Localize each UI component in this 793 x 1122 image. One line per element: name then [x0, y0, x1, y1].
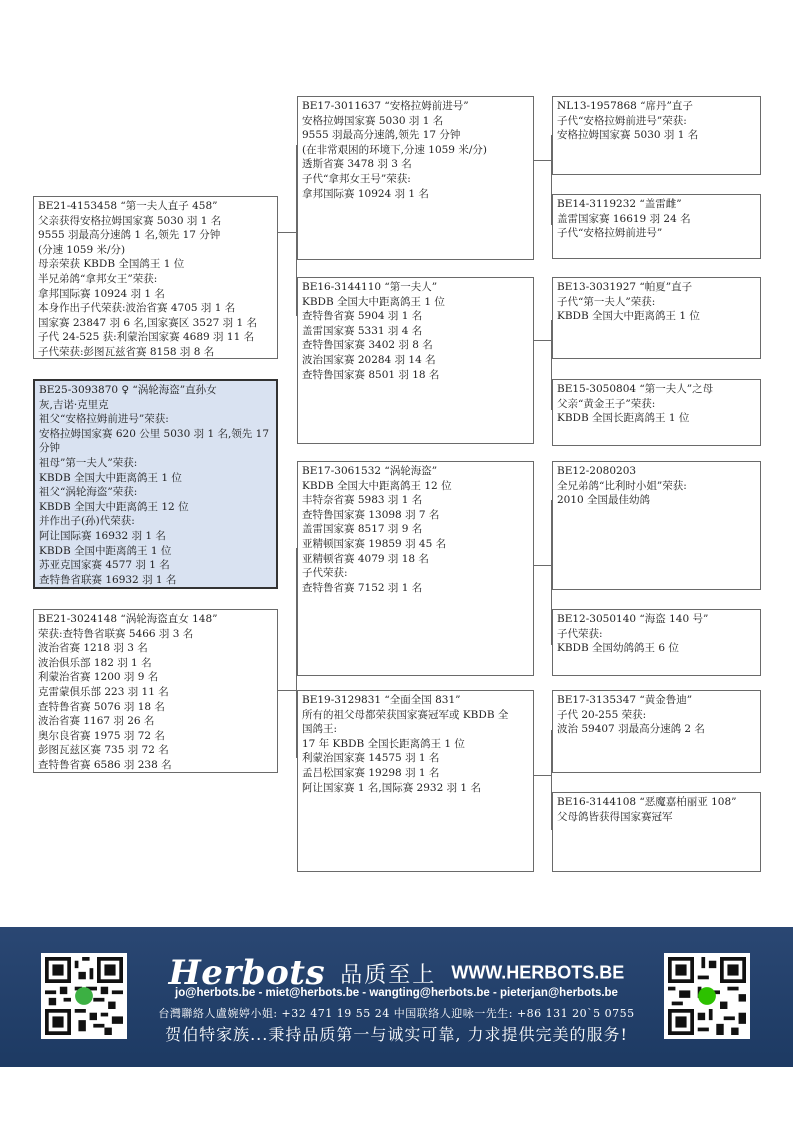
pedigree-line: 子代 24-525 获:利蒙治国家赛 4689 羽 11 名 [38, 331, 255, 344]
pedigree-line: 17 年 KBDB 全国长距离鸽王 1 位 [302, 737, 465, 750]
pigeon-ring-title: BE12-3050140 “海盗 140 号” [557, 613, 709, 625]
pedigree-line: 2010 全国最佳幼鸽 [557, 494, 651, 507]
pedigree-line: 查特鲁省赛 5076 羽 18 名 [38, 700, 165, 713]
pedigree-line: 波治国家赛 20284 羽 14 名 [302, 353, 436, 366]
ancestor-box-3 [552, 277, 761, 359]
pedigree-line: 并作出子(孙)代荣获: [39, 515, 135, 528]
pedigree-line: 利蒙治省赛 1200 羽 9 名 [38, 671, 159, 684]
pigeon-ring-title: BE14-3119232 “盖雷雌” [557, 198, 682, 210]
connector-line [534, 160, 552, 161]
pedigree-line: 9555 羽最高分速鸽,领先 17 分钟 [302, 129, 461, 142]
pedigree-line: 母亲荣获 KBDB 全国鸽王 1 位 [38, 258, 185, 271]
pigeon-ring-title: BE15-3050804 “第一夫人”之母 [557, 383, 714, 395]
pedigree-line: 克雷蒙俱乐部 223 羽 11 名 [38, 685, 169, 698]
pedigree-line: 子代“第一夫人”荣获: [557, 295, 656, 308]
pedigree-line: 查特鲁省赛 6586 羽 238 名 [38, 758, 172, 771]
ancestor-box-6 [552, 609, 761, 676]
pedigree-line: 父亲“黄金王子”荣获: [557, 397, 656, 410]
connector-line [534, 340, 552, 341]
pedigree-line: 子代荣获: [557, 627, 603, 640]
pedigree-line: 9555 羽最高分速鸽 1 名,领先 17 分钟 [38, 229, 221, 242]
pedigree-line: 查特鲁省赛 5904 羽 1 名 [302, 310, 423, 323]
pedigree-line: (分速 1059 米/分) [38, 243, 126, 256]
ancestor-box-7 [552, 690, 761, 773]
connector-line [278, 690, 297, 691]
pedigree-line: 拿邦国际赛 10924 羽 1 名 [38, 287, 165, 300]
pedigree-line: 全兄弟鸽“比利时小姐”荣获: [557, 479, 687, 492]
pedigree-line: 波治 59407 羽最高分速鸽 2 名 [557, 723, 705, 736]
pedigree-line: 子代“安格拉姆前进号” [557, 227, 663, 240]
dam-sire-box [297, 461, 534, 676]
pedigree-line: (在非常艰困的环境下,分速 1059 米/分) [302, 143, 487, 156]
pedigree-line: 苏亚克国家赛 4577 羽 1 名 [39, 559, 170, 572]
footer-banner [0, 927, 793, 1067]
herbots-logo: Herbots [168, 953, 326, 993]
ancestor-box-8 [552, 792, 761, 872]
pigeon-ring-title: BE12-2080203 [557, 465, 637, 477]
pigeon-ring-title: BE19-3129831 “全面全国 831” [302, 694, 461, 706]
pedigree-line: 奥尔良省赛 1975 羽 72 名 [38, 729, 165, 742]
pedigree-line: 祖母”第一夫人”荣获: [39, 456, 138, 469]
pedigree-line: 阿让国际赛 16932 羽 1 名 [39, 529, 166, 542]
qr-code-right[interactable] [664, 953, 750, 1039]
pedigree-line: 子代荣获:彭图瓦兹省赛 8158 羽 8 名 [38, 345, 215, 358]
pigeon-ring-title: BE25-3093870 ♀ “涡轮海盗”直孙女 [39, 384, 217, 396]
pedigree-line: 盖雷国家赛 8517 羽 9 名 [302, 523, 423, 536]
pedigree-line: 国家赛 23847 羽 6 名,国家赛区 3527 羽 1 名 [38, 316, 258, 329]
pigeon-ring-title: BE17-3135347 “黄金鲁迪” [557, 694, 693, 706]
pedigree-line: 子代“安格拉姆前进号”荣获: [557, 114, 687, 127]
pedigree-line: 子代 20-255 荣获: [557, 708, 647, 721]
pedigree-line: 拿邦国际赛 10924 羽 1 名 [302, 187, 429, 200]
pedigree-line: 亚精顿省赛 4079 羽 18 名 [302, 552, 429, 565]
pigeon-ring-title: BE13-3031927 “帕夏”直子 [557, 281, 693, 293]
pedigree-line: 子代荣获: [302, 567, 348, 580]
pedigree-line: 祖父“安格拉姆前进号”荣获: [39, 413, 169, 426]
pigeon-ring-title: BE16-3144108 “恶魔嘉柏丽亚 108” [557, 796, 737, 808]
ancestor-box-1 [552, 96, 761, 175]
pedigree-line: 所有的祖父母都荣获国家赛冠军或 KBDB 全 [302, 708, 509, 721]
pedigree-line: 安格拉姆国家赛 5030 羽 1 名 [557, 129, 699, 142]
pedigree-line: 安格拉姆国家赛 5030 羽 1 名 [302, 114, 444, 127]
pedigree-line: KBDB 全国幼鸽鸽王 6 位 [557, 642, 679, 655]
pigeon-ring-title: BE16-3144110 “第一夫人” [302, 281, 438, 293]
pedigree-line: 查特鲁国家赛 13098 羽 7 名 [302, 508, 440, 521]
pedigree-line: KBDB 全国大中距离鸽王 12 位 [302, 479, 452, 492]
pedigree-line: KBDB 全国长距离鸽王 1 位 [557, 412, 690, 425]
connector-line [534, 565, 552, 566]
brand-slogan: 品质至上 [340, 962, 437, 988]
sire-sire-box [297, 96, 534, 260]
pedigree-line: 查特鲁国家赛 3402 羽 8 名 [302, 339, 433, 352]
sire-box [33, 196, 278, 359]
wechat-icon [698, 987, 716, 1005]
dam-dam-box [297, 690, 534, 872]
sire-dam-box [297, 277, 534, 444]
dam-box [33, 609, 278, 773]
pedigree-line: 丰特奈省赛 5983 羽 1 名 [302, 494, 423, 507]
pigeon-ring-title: BE21-3024148 “涡轮海盗直女 148” [38, 613, 218, 625]
subject-box [33, 379, 278, 589]
pedigree-line: 子代“拿邦女王号”荣获: [302, 172, 411, 185]
pedigree-line: 父亲获得安格拉姆国家赛 5030 羽 1 名 [38, 214, 222, 227]
ancestor-box-4 [552, 379, 761, 446]
ancestor-box-2 [552, 194, 761, 259]
pedigree-line: 荣获:查特鲁省联赛 5466 羽 3 名 [38, 627, 194, 640]
pedigree-line: 灰,吉诺·克里克 [39, 398, 109, 411]
pedigree-line: 祖父“涡轮海盗”荣获: [39, 486, 138, 499]
phone-contacts: 台灣聯絡人盧婉婷小姐: +32 471 19 55 24 中国联络人迎咏一先生: +86 131 20`5 0755 [158, 1007, 635, 1020]
pedigree-line: 查特鲁省联赛 16932 羽 1 名 [39, 573, 177, 586]
pedigree-line: 安格拉姆国家赛 620 公里 5030 羽 1 名,领先 17 分钟 [39, 427, 270, 455]
pedigree-line: 波治省赛 1167 羽 26 名 [38, 715, 155, 728]
pedigree-line: 国鸽王: [302, 723, 338, 736]
pedigree-line: 父母鸽皆获得国家赛冠军 [557, 810, 673, 823]
pedigree-line: 半兄弟鸽“拿邦女王”荣获: [38, 272, 158, 285]
family-motto: 贺伯特家族...秉持品质第一与诚实可靠, 力求提供完美的服务! [165, 1025, 628, 1044]
pigeon-ring-title: BE21-4153458 “第一夫人直子 458” [38, 200, 218, 212]
pedigree-line: KBDB 全国大中距离鸽王 1 位 [557, 310, 700, 323]
website-link[interactable]: WWW.HERBOTS.BE [451, 962, 625, 983]
pigeon-ring-title: BE17-3011637 “安格拉姆前进号” [302, 100, 469, 112]
connector-line [534, 775, 552, 776]
pedigree-line: 查特鲁国家赛 8501 羽 18 名 [302, 368, 440, 381]
pedigree-line: 查特鲁省赛 7152 羽 1 名 [302, 581, 423, 594]
pedigree-line: 本身作出子代荣获:波治省赛 4705 羽 1 名 [38, 302, 236, 315]
pedigree-line: 盖雷国家赛 16619 羽 24 名 [557, 212, 691, 225]
pigeon-ring-title: BE17-3061532 “涡轮海盗” [302, 465, 438, 477]
pedigree-line: KBDB 全国中距离鸽王 1 位 [39, 544, 172, 557]
connector-line [278, 232, 297, 233]
pedigree-line: KBDB 全国大中距离鸽王 1 位 [39, 471, 182, 484]
pigeon-ring-title: NL13-1957868 “席丹”直子 [557, 100, 693, 112]
pedigree-line: 彭图瓦兹区赛 735 羽 72 名 [38, 744, 169, 757]
pedigree-line: 盖雷国家赛 5331 羽 4 名 [302, 324, 423, 337]
pedigree-line: 波治俱乐部 182 羽 1 名 [38, 656, 152, 669]
pedigree-line: 透斯省赛 3478 羽 3 名 [302, 158, 412, 171]
email-contacts[interactable]: jo@herbots.be - miet@herbots.be - wangting@herbots.be - pieterjan@herbots.be [175, 987, 618, 999]
ancestor-box-5 [552, 461, 761, 590]
pedigree-line: 阿让国家赛 1 名,国际赛 2932 羽 1 名 [302, 781, 481, 794]
pedigree-line: KBDB 全国大中距离鸽王 1 位 [302, 295, 445, 308]
pedigree-line: 孟吕松国家赛 19298 羽 1 名 [302, 766, 440, 779]
pedigree-line: 波治省赛 1218 羽 3 名 [38, 642, 148, 655]
pedigree-line: 亚精顿国家赛 19859 羽 45 名 [302, 537, 447, 550]
qr-code-right-graphic [668, 957, 746, 1035]
pedigree-line: 利蒙治国家赛 14575 羽 1 名 [302, 752, 440, 765]
pedigree-line: KBDB 全国大中距离鸽王 12 位 [39, 500, 189, 513]
